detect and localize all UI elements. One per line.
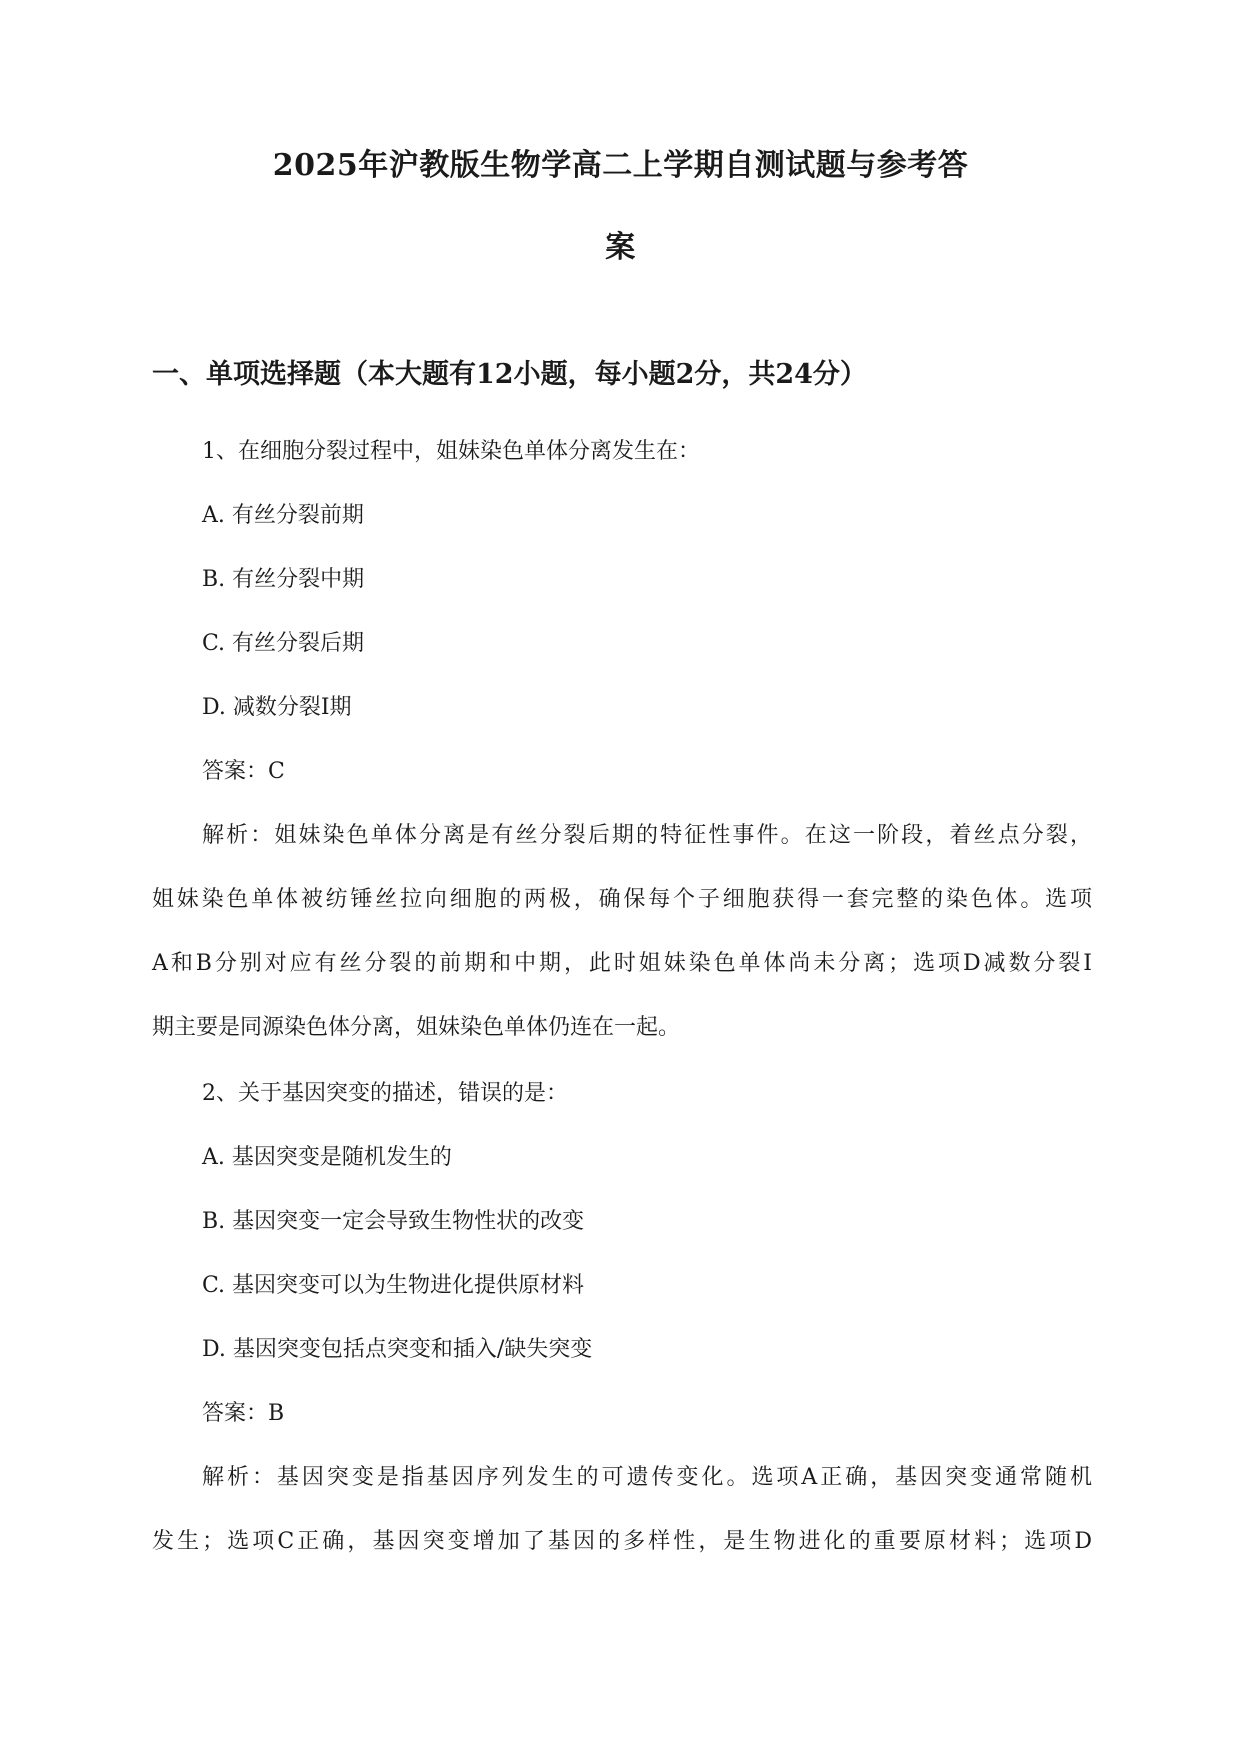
question-1-explanation-line-3: A和B分别对应有丝分裂的前期和中期，此时姐妹染色单体尚未分离；选项D减数分裂Ⅰ [152, 951, 1092, 976]
question-2-option-b: B. 基因突变一定会导致生物性状的改变 [202, 1209, 585, 1234]
question-2-explanation-line-2: 发生；选项C正确，基因突变增加了基因的多样性，是生物进化的重要原材料；选项D [152, 1529, 1092, 1554]
document-title-line-1: 2025年沪教版生物学高二上学期自测试题与参考答 [272, 148, 969, 183]
question-1-option-d: D. 减数分裂Ⅰ期 [202, 695, 352, 720]
question-1-option-b: B. 有丝分裂中期 [202, 567, 365, 592]
question-2-option-a: A. 基因突变是随机发生的 [202, 1145, 452, 1170]
question-2-option-c: C. 基因突变可以为生物进化提供原材料 [202, 1273, 585, 1298]
section-heading: 一、单项选择题（本大题有12小题，每小题2分，共24分） [152, 359, 867, 390]
question-1-answer: 答案：C [202, 759, 285, 784]
question-2-explanation-line-1: 解析：基因突变是指基因序列发生的可遗传变化。选项A正确，基因突变通常随机 [202, 1465, 1092, 1490]
question-2-stem: 2、关于基因突变的描述，错误的是： [202, 1081, 568, 1106]
question-1-explanation-line-4: 期主要是同源染色体分离，姐妹染色单体仍连在一起。 [152, 1015, 681, 1040]
question-1-explanation-line-1: 解析：姐妹染色单体分离是有丝分裂后期的特征性事件。在这一阶段，着丝点分裂， [202, 823, 1092, 848]
question-2-answer: 答案：B [202, 1401, 285, 1426]
question-2-option-d: D. 基因突变包括点突变和插入/缺失突变 [202, 1337, 593, 1362]
question-1-option-a: A. 有丝分裂前期 [202, 503, 364, 528]
document-title-line-2: 案 [605, 230, 636, 265]
question-1-stem: 1、在细胞分裂过程中，姐妹染色单体分离发生在： [202, 439, 700, 464]
question-1-option-c: C. 有丝分裂后期 [202, 631, 365, 656]
question-1-explanation-line-2: 姐妹染色单体被纺锤丝拉向细胞的两极，确保每个子细胞获得一套完整的染色体。选项 [152, 887, 1092, 912]
